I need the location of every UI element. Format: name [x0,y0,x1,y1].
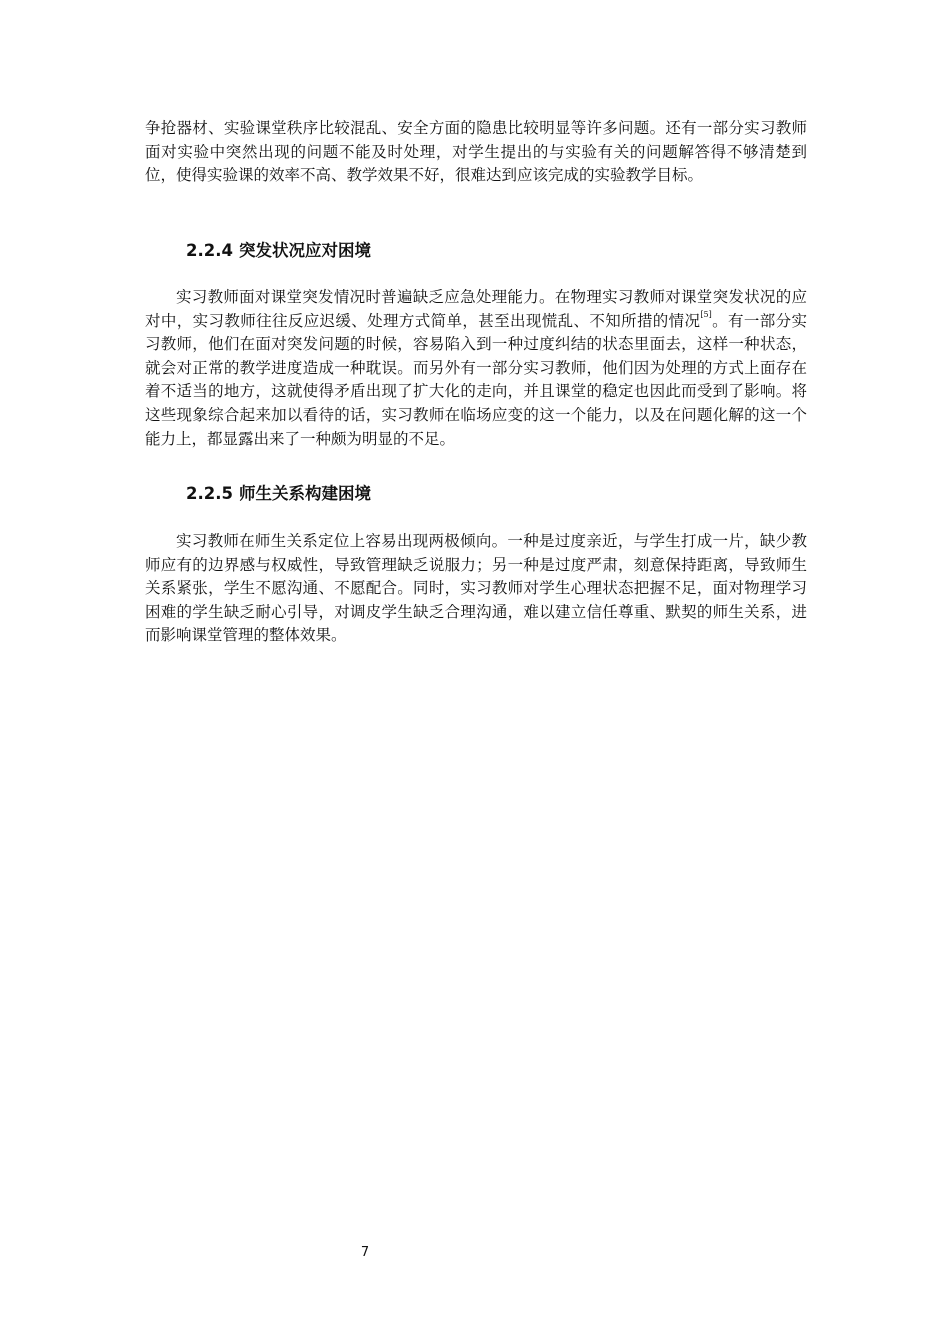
section-2-2-4-paragraph [145,286,807,451]
section-heading-2-2-4 [186,239,371,263]
section-2-2-5-paragraph: 实习教师在师生关系定位上容易出现两极倾向。一种是过度亲近，与学生打成一片，缺少教师应有的边界感与权威性，导致管理缺乏说服力；另一种是过度严肃，刻意保持距离，导致师生关系紧张，学生不愿沟通、不愿配合。同时，实习教师对学生心理状态把握不足，面对物理学习困难的学生缺乏耐心引导，对调皮学生缺乏合理沟通，难以建立信任尊重、默契的师生关系，进而影响课堂管理的整体效果。 [145,532,807,645]
section-title: 师生关系构建困境 [238,484,371,503]
section-number: 2.2.4 [186,241,233,260]
section-heading-2-2-5 [186,482,371,506]
paragraph-text: 。有一部分实习教师，他们在面对突发问题的时候，容易陷入到一种过度纠结的状态里面去，这样一种状态，就会对正常的教学进度造成一种耽误。而另外有一部分实习教师，他们因为处理的方式上面存在着不适当的地方，这就使得矛盾出现了扩大化的走向，并且课堂的稳定也因此而受到了影响。将这些现象综合起来加以看待的话，实习教师在临场应变的这一个能力，以及在问题化解的这一个能力上，都显露出来了一种颇为明显的不足。 [145,311,807,448]
page-number: 7 [360,1245,370,1260]
section-number: 2.2.5 [186,484,233,503]
paragraph-text: 实习教师面对课堂突发情况时普遍缺乏应急处理能力。在物理实习教师对课堂突发状况的应对中，实习教师往往反应迟缓、处理方式简单，甚至出现慌乱、不知所措的情况 [145,288,807,330]
citation-reference: [5] [700,309,712,319]
continued-paragraph: 争抢器材、实验课堂秩序比较混乱、安全方面的隐患比较明显等许多问题。还有一部分实习教师面对实验中突然出现的问题不能及时处理，对学生提出的与实验有关的问题解答得不够清楚到位，使得实验课的效率不高、教学效果不好，很难达到应该完成的实验教学目标。 [145,119,807,185]
section-title: 突发状况应对困境 [238,241,371,260]
